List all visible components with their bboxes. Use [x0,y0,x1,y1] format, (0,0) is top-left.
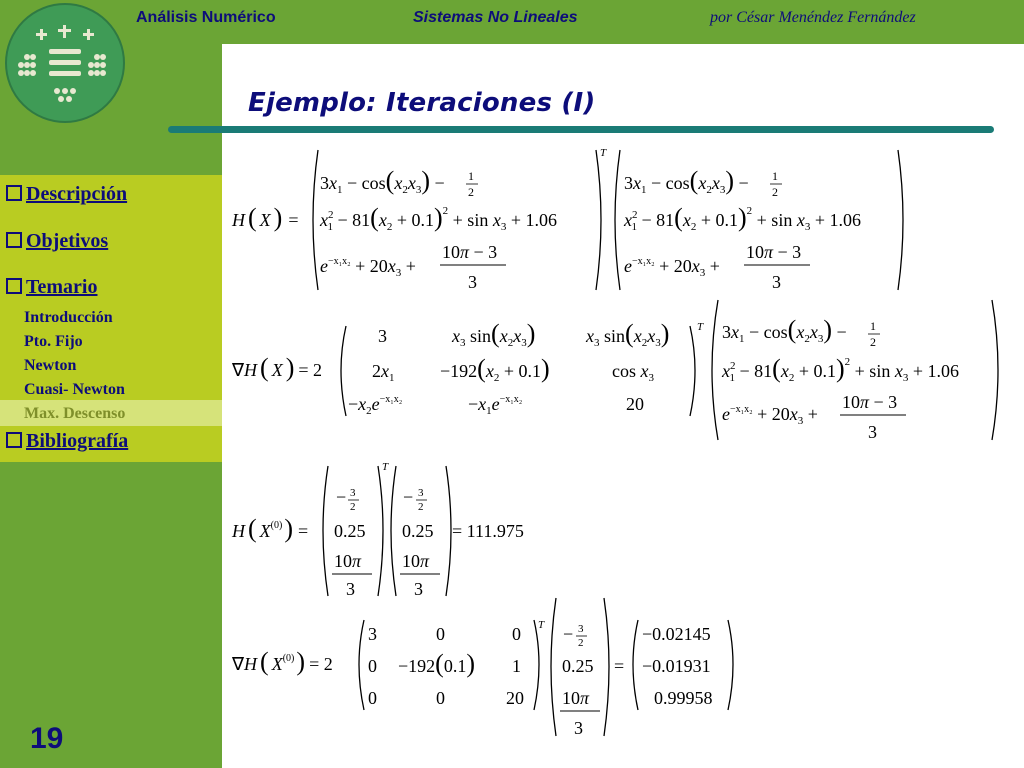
svg-text:10π: 10π [334,551,362,571]
svg-text:1: 1 [512,656,521,676]
svg-text:cos x3: $\cos x_3$ [612,361,654,384]
svg-text:e−x₁x₂ + 20x3 +: $e^{-x_1x_2} + 20x_3$ + [320,256,416,279]
svg-text:3: 3 [418,487,424,499]
nav-item-label: Temario [26,276,98,298]
svg-text:−192(x2 + 0.1): $-192(x_2 + 0.1)$ [440,354,550,384]
svg-text:T: T [382,461,389,473]
svg-text:3x1 − cos(x2x3) −: $3x_1 - \cos(x_2x_3)$ − [624,166,749,196]
svg-text:x21 − 81(x2 + 0.1)2 + sin x3 +: $x^2$ $1 - 81(x_2 + 0.1)^2 + \sin x_3 + 1.06$ [624,203,861,233]
svg-text:1: 1 [468,169,474,183]
svg-text:x21 − 81(x2 + 0.1)2 + sin x3 +: $x^2$ $1 - 81(x_2 + 0.1)^2 + \sin x_3 + 1.06$ [722,354,959,384]
svg-text:H(X)=: H ( X ) = [232,203,299,232]
nav-item-label: Descripción [26,183,128,205]
svg-text:0.25: 0.25 [402,521,434,541]
svg-text:2: 2 [350,501,356,513]
slide-title: Ejemplo: Iteraciones (I) [248,88,596,118]
nav-subitem-cuasi-newton[interactable]: Cuasi- Newton [24,381,125,398]
svg-text:∇H(X(0))= 2: ∇H ( $X^{(0)}) = 2$ [232,647,333,676]
svg-text:2: 2 [468,185,474,199]
svg-text:3: 3 [346,579,355,599]
svg-text:10π: 10π [402,551,430,571]
svg-text:3: 3 [350,487,356,499]
svg-text:3: 3 [574,718,583,738]
svg-text:0: 0 [436,688,445,708]
svg-text:=: = [614,656,625,676]
svg-text:−0.02145: −0.02145 [642,624,711,644]
equation-h-of-x [231,147,903,292]
svg-text:2: 2 [772,185,778,199]
svg-text:3: 3 [414,579,423,599]
svg-text:−x1e−x₁x₂: $-x_1e^{-x_1x_2}$ [468,394,523,417]
svg-text:−: − [563,624,574,644]
nav-subitem-introduccion[interactable]: Introducción [24,309,113,326]
nav-subitem-pto-fijo[interactable]: Pto. Fijo [24,333,83,350]
course-title: Análisis Numérico [136,9,276,26]
svg-text:x3 sin(x2x3): $x_3$ $\sin(x_2x_3)$ [452,319,536,349]
svg-text:2: 2 [578,637,584,649]
svg-text:0.25: 0.25 [334,521,366,541]
nav-item-label: Objetivos [26,230,109,252]
svg-text:T: T [697,321,704,333]
svg-text:3x1 − cos(x2x3) −: $3x_1 - \cos(x_2x_3)$ − [722,315,847,345]
svg-text:0.25: 0.25 [562,656,594,676]
equation-grad-h-initial [231,598,733,738]
svg-text:∇H(X)= 2: ∇H ( X ) = 2 [232,353,323,382]
nav-item-label: Bibliografía [26,430,129,452]
svg-text:e−x₁x₂ + 20x3 +: $e^{-x_1x_2} + 20x_3$ + [722,404,818,427]
svg-text:10π − 3: 10π − 3 [442,242,498,262]
svg-text:−0.01931: −0.01931 [642,656,711,676]
svg-text:T: T [538,619,545,631]
svg-text:10π − 3: 10π − 3 [746,242,802,262]
svg-text:−: − [336,487,347,507]
svg-text:H(X(0))=: H ( $X^{(0)}$) = [232,514,309,543]
svg-text:2: 2 [870,335,876,349]
equation-h-initial [231,461,524,599]
nav-subitem-max-descenso[interactable]: Max. Descenso [24,405,126,422]
svg-text:20: 20 [626,394,644,414]
svg-text:3: 3 [368,624,377,644]
svg-text:3: 3 [378,326,387,346]
svg-text:= 111.975: = 111.975 [452,521,524,541]
svg-text:2x1: $2x_1$ [372,361,395,384]
equation-grad-h-of-x [231,300,998,442]
svg-text:−192(0.1): −192(0.1) [398,649,475,678]
svg-text:1: 1 [772,169,778,183]
svg-text:−x2e−x₁x₂: $-x_2e^{-x_1x_2}$ [348,394,403,417]
svg-text:0: 0 [368,688,377,708]
svg-text:T: T [600,147,607,159]
svg-text:3: 3 [468,272,477,292]
svg-text:2: 2 [418,501,424,513]
page-number: 19 [30,722,64,755]
svg-text:0: 0 [436,624,445,644]
svg-text:10π − 3: 10π − 3 [842,392,898,412]
svg-text:e−x₁x₂ + 20x3 +: $e^{-x_1x_2} + 20x_3$ + [624,256,720,279]
author-credit: por César Menéndez Fernández [710,9,916,26]
svg-text:10π: 10π [562,688,590,708]
nav-subitem-newton[interactable]: Newton [24,357,77,374]
svg-text:1: 1 [870,319,876,333]
svg-text:3x1 − cos(x2x3) −: $3x_1 - \cos(x_2x_3)$ − [320,166,445,196]
svg-text:0.99958: 0.99958 [654,688,713,708]
svg-text:0: 0 [368,656,377,676]
svg-text:3: 3 [578,623,584,635]
svg-text:x3 sin(x2x3): $x_3$ $\sin(x_2x_3)$ [586,319,670,349]
svg-text:−: − [403,487,414,507]
svg-text:3: 3 [772,272,781,292]
topic-title: Sistemas No Lineales [413,9,578,26]
svg-text:20: 20 [506,688,524,708]
svg-text:x21 − 81(x2 + 0.1)2 + sin x3 +: $x^2$ $1 - 81(x_2 + 0.1)^2 + \sin x_3 + 1.06$ [320,203,557,233]
svg-text:0: 0 [512,624,521,644]
svg-text:3: 3 [868,422,877,442]
